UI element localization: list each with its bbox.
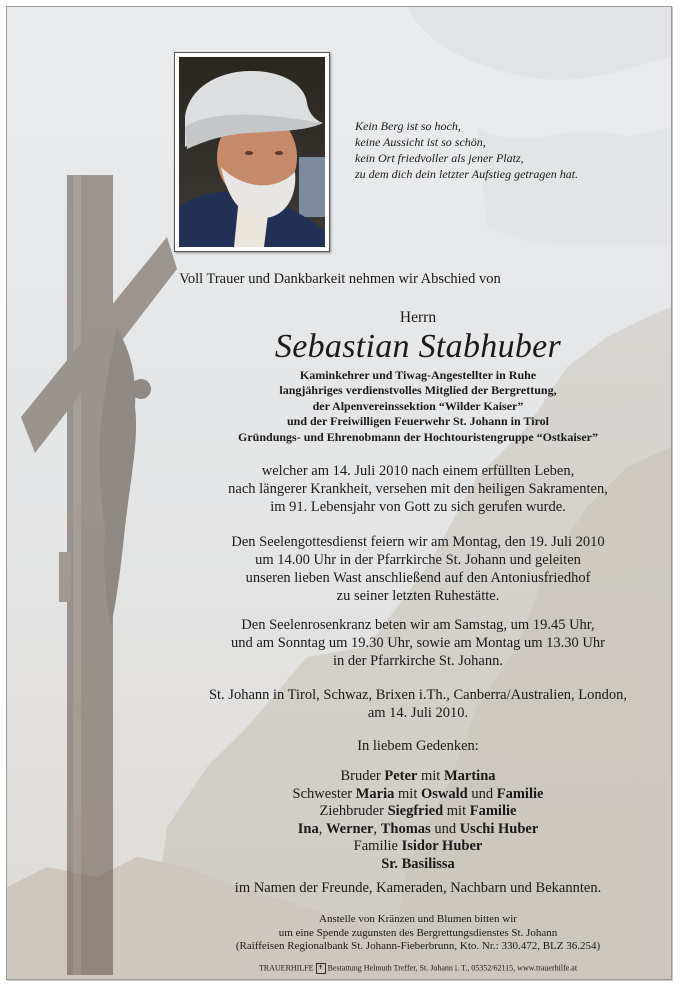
family-line: Ziehbruder Siegfried mit Familie xyxy=(319,803,517,819)
family-list xyxy=(78,768,680,873)
footer-brand: TRAUERHILFE xyxy=(258,963,314,973)
death-paragraph xyxy=(78,462,680,516)
family-line: Ina, Werner, Thomas und Uschi Huber xyxy=(297,820,539,837)
footer xyxy=(78,963,680,974)
trauerhilfe-logo-icon: ✝ xyxy=(316,963,326,974)
family-line: Bruder Peter mit Martina xyxy=(340,768,496,784)
role-line: Kaminkehrer und Tiwag-Angestellter in Ruhe xyxy=(299,368,537,382)
role-line: der Alpenvereinssektion “Wilder Kaiser” xyxy=(312,398,524,413)
footer-text: Bestattung Helmuth Treffer, St. Johann i. T., 05352/62115, www.trauerhilfe.at xyxy=(327,963,578,973)
closing-text: im Namen der Freunde, Kameraden, Nachbarn und Bekannten. xyxy=(234,880,602,896)
salutation: Herrn xyxy=(399,309,437,326)
text-line: Den Seelengottesdienst feiern wir am Montag, den 19. Juli 2010 xyxy=(231,534,605,550)
role-line: und der Freiwilligen Feuerwehr St. Johann in Tirol xyxy=(286,414,550,429)
text-line: (Raiffeisen Regionalbank St. Johann-Fieberbrunn, Kto. Nr.: 330.472, BLZ 36.254) xyxy=(235,940,601,952)
text-line: zu seiner letzten Ruhestätte. xyxy=(336,588,500,604)
text-line: St. Johann in Tirol, Schwaz, Brixen i.Th., Canberra/Australien, London, xyxy=(208,687,628,703)
text-line: unseren lieben Wast anschließend auf den Antoniusfriedhof xyxy=(245,570,591,586)
poem xyxy=(355,118,655,182)
role-line: langjähriges verdienstvolles Mitglied der Bergrettung, xyxy=(279,383,557,398)
text-line: am 14. Juli 2010. xyxy=(367,705,469,721)
text-line: in der Pfarrkirche St. Johann. xyxy=(333,653,503,669)
rosary-paragraph xyxy=(78,616,680,670)
poem-line: kein Ort friedvoller als jener Platz, xyxy=(355,151,524,165)
text-line: und am Sonntag um 19.30 Uhr, sowie am Montag um 13.30 Uhr xyxy=(231,635,605,651)
place-date-paragraph xyxy=(78,686,680,722)
text-line: Den Seelenrosenkranz beten wir am Samstag, um 19.45 Uhr, xyxy=(241,617,595,633)
text-line: um eine Spende zugunsten des Bergrettungsdienstes St. Johann xyxy=(278,926,558,939)
text-line: Anstelle von Kränzen und Blumen bitten wir xyxy=(319,913,517,925)
poem-line: zu dem dich dein letzter Aufstieg getragen hat. xyxy=(355,167,579,181)
text-line: im 91. Lebensjahr von Gott zu sich gerufen wurde. xyxy=(270,499,566,515)
role-line: Gründungs- und Ehrenobmann der Hochtouristengruppe “Ostkaiser” xyxy=(238,429,598,444)
family-line: Sr. Basilissa xyxy=(381,855,455,872)
text-line: um 14.00 Uhr in der Pfarrkirche St. Johann und geleiten xyxy=(255,552,581,568)
portrait-photo xyxy=(174,52,330,252)
roles-list xyxy=(78,368,680,445)
family-line: Schwester Maria mit Oswald und Familie xyxy=(292,785,544,802)
intro-text: Voll Trauer und Dankbarkeit nehmen wir Abschied von xyxy=(179,271,501,287)
family-line: Familie Isidor Huber xyxy=(353,838,483,854)
deceased-name: Sebastian Stabhuber xyxy=(274,328,562,365)
portrait-image xyxy=(179,57,325,247)
funeral-paragraph xyxy=(78,533,680,605)
gedenken-heading: In liebem Gedenken: xyxy=(357,738,479,754)
text-line: welcher am 14. Juli 2010 nach einem erfüllten Leben, xyxy=(261,463,575,479)
poem-line: Kein Berg ist so hoch, xyxy=(355,119,461,133)
poem-line: keine Aussicht ist so schön, xyxy=(355,135,486,149)
text-line: nach längerer Krankheit, versehen mit den heiligen Sakramenten, xyxy=(228,481,608,497)
donation-note xyxy=(78,913,680,954)
